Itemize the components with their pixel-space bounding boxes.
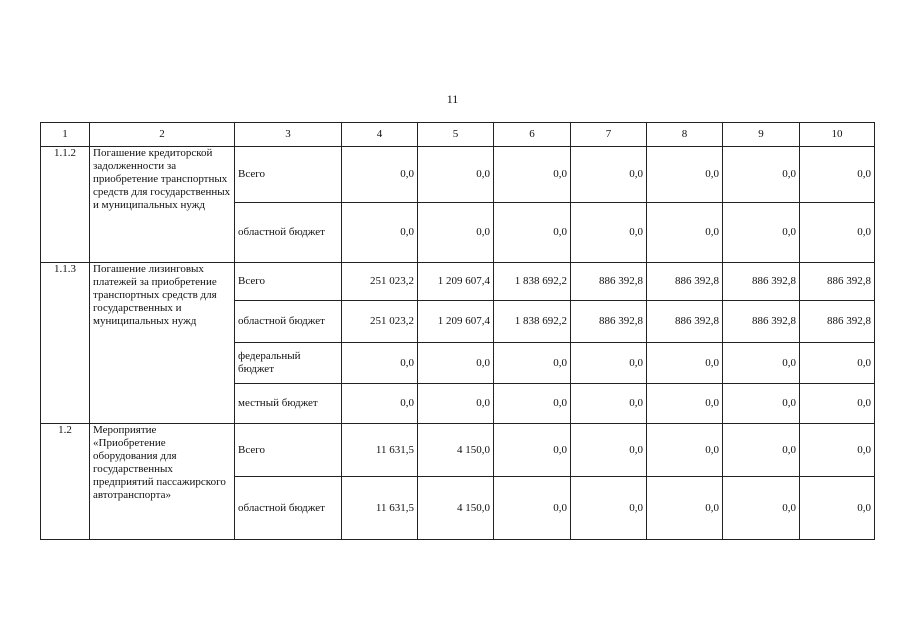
value-cell: 0,0 bbox=[571, 343, 647, 384]
header-cell: 3 bbox=[235, 123, 342, 147]
value-cell: 886 392,8 bbox=[800, 263, 875, 301]
value-cell: 0,0 bbox=[723, 203, 800, 263]
value-cell: 0,0 bbox=[418, 384, 494, 424]
funding-source: Всего bbox=[235, 424, 342, 477]
value-cell: 0,0 bbox=[342, 203, 418, 263]
value-cell: 4 150,0 bbox=[418, 477, 494, 540]
item-code: 1.1.2 bbox=[41, 147, 90, 263]
value-cell: 251 023,2 bbox=[342, 263, 418, 301]
value-cell: 0,0 bbox=[800, 147, 875, 203]
header-row bbox=[41, 123, 875, 147]
table-row bbox=[41, 424, 875, 477]
header-cell: 9 bbox=[723, 123, 800, 147]
table-row bbox=[41, 147, 875, 203]
value-cell: 1 838 692,2 bbox=[494, 263, 571, 301]
value-cell: 0,0 bbox=[723, 424, 800, 477]
header-cell: 7 bbox=[571, 123, 647, 147]
value-cell: 0,0 bbox=[647, 203, 723, 263]
value-cell: 0,0 bbox=[647, 424, 723, 477]
value-cell: 0,0 bbox=[723, 147, 800, 203]
item-name: Мероприятие «Приобретение оборудования для государственных предприятий пассажирского автотранспорта» bbox=[90, 424, 235, 540]
item-code: 1.2 bbox=[41, 424, 90, 540]
page-number: 11 bbox=[446, 92, 459, 106]
value-cell: 251 023,2 bbox=[342, 301, 418, 343]
budget-table bbox=[40, 122, 875, 540]
value-cell: 0,0 bbox=[800, 477, 875, 540]
value-cell: 0,0 bbox=[647, 147, 723, 203]
value-cell: 886 392,8 bbox=[571, 301, 647, 343]
value-cell: 11 631,5 bbox=[342, 424, 418, 477]
value-cell: 0,0 bbox=[571, 384, 647, 424]
value-cell: 0,0 bbox=[571, 424, 647, 477]
value-cell: 0,0 bbox=[800, 343, 875, 384]
value-cell: 1 838 692,2 bbox=[494, 301, 571, 343]
value-cell: 0,0 bbox=[494, 203, 571, 263]
value-cell: 0,0 bbox=[342, 384, 418, 424]
value-cell: 0,0 bbox=[571, 477, 647, 540]
funding-source: областной бюджет bbox=[235, 301, 342, 343]
item-name: Погашение кредиторской задолженности за приобретение транспортных средств для государственных и муниципальных нужд bbox=[90, 147, 235, 263]
value-cell: 0,0 bbox=[418, 147, 494, 203]
value-cell: 0,0 bbox=[494, 424, 571, 477]
value-cell: 0,0 bbox=[571, 203, 647, 263]
value-cell: 886 392,8 bbox=[723, 301, 800, 343]
item-name: Погашение лизинговых платежей за приобретение транспортных средств для государственных и муниципальных нужд bbox=[90, 263, 235, 424]
value-cell: 1 209 607,4 bbox=[418, 301, 494, 343]
value-cell: 0,0 bbox=[494, 477, 571, 540]
funding-source: областной бюджет bbox=[235, 203, 342, 263]
value-cell: 0,0 bbox=[647, 384, 723, 424]
value-cell: 0,0 bbox=[800, 424, 875, 477]
funding-source: Всего bbox=[235, 263, 342, 301]
value-cell: 0,0 bbox=[647, 343, 723, 384]
value-cell: 11 631,5 bbox=[342, 477, 418, 540]
value-cell: 4 150,0 bbox=[418, 424, 494, 477]
funding-source: Всего bbox=[235, 147, 342, 203]
value-cell: 0,0 bbox=[494, 384, 571, 424]
value-cell: 0,0 bbox=[342, 343, 418, 384]
value-cell: 1 209 607,4 bbox=[418, 263, 494, 301]
value-cell: 0,0 bbox=[494, 343, 571, 384]
header-cell: 2 bbox=[90, 123, 235, 147]
value-cell: 0,0 bbox=[800, 384, 875, 424]
value-cell: 0,0 bbox=[494, 147, 571, 203]
header-cell: 5 bbox=[418, 123, 494, 147]
value-cell: 0,0 bbox=[723, 384, 800, 424]
funding-source: областной бюджет bbox=[235, 477, 342, 540]
value-cell: 0,0 bbox=[418, 343, 494, 384]
value-cell: 0,0 bbox=[800, 203, 875, 263]
value-cell: 0,0 bbox=[418, 203, 494, 263]
value-cell: 886 392,8 bbox=[647, 263, 723, 301]
value-cell: 0,0 bbox=[342, 147, 418, 203]
funding-source: федеральный бюджет bbox=[235, 343, 342, 384]
value-cell: 0,0 bbox=[571, 147, 647, 203]
header-cell: 4 bbox=[342, 123, 418, 147]
value-cell: 0,0 bbox=[723, 477, 800, 540]
value-cell: 0,0 bbox=[647, 477, 723, 540]
value-cell: 0,0 bbox=[723, 343, 800, 384]
header-cell: 1 bbox=[41, 123, 90, 147]
value-cell: 886 392,8 bbox=[647, 301, 723, 343]
header-cell: 10 bbox=[800, 123, 875, 147]
funding-source: местный бюджет bbox=[235, 384, 342, 424]
header-cell: 8 bbox=[647, 123, 723, 147]
table-row bbox=[41, 263, 875, 301]
value-cell: 886 392,8 bbox=[571, 263, 647, 301]
value-cell: 886 392,8 bbox=[800, 301, 875, 343]
item-code: 1.1.3 bbox=[41, 263, 90, 424]
value-cell: 886 392,8 bbox=[723, 263, 800, 301]
header-cell: 6 bbox=[494, 123, 571, 147]
